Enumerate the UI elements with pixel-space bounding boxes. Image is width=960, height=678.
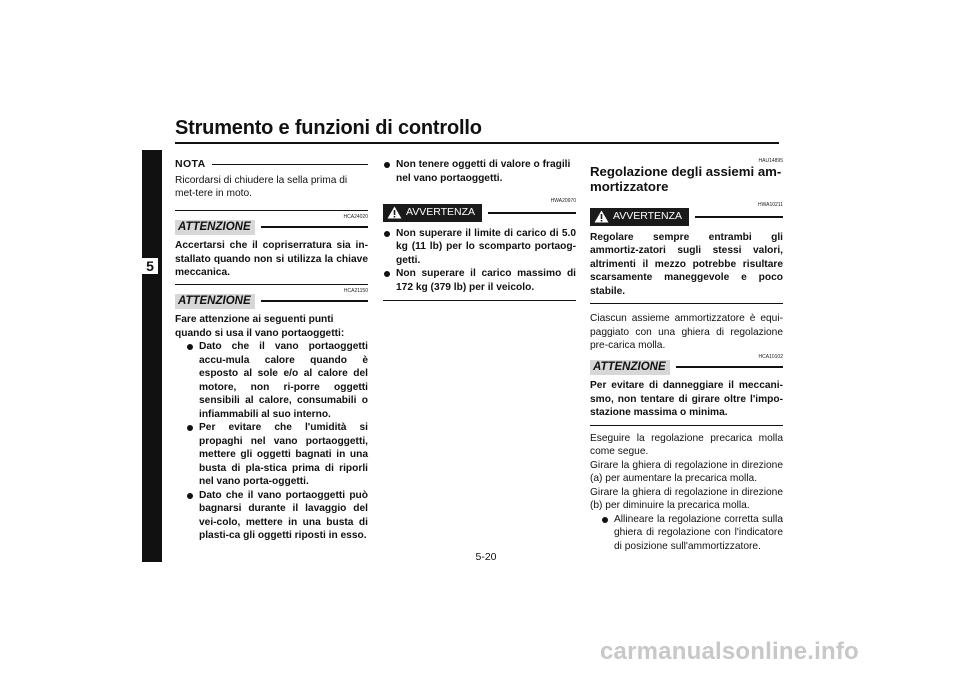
list-item: Dato che il vano portaoggetti può bagnarsi durante il lavaggio del vei-colo, mettere in una busta di plasti-ca gli oggetti riposti in esso. (175, 489, 368, 543)
warning-end-rule (383, 300, 576, 301)
warning-code: HWA20970 (550, 198, 576, 204)
list-item: Per evitare che l'umidità si propaghi nel vano portaoggetti, mettere gli oggetti bagnati in una busta di pla-stica prima di riporli nel vano porta-oggetti. (175, 421, 368, 489)
attention-bullet-list (175, 340, 368, 543)
warning-header (383, 204, 576, 222)
list-item: Allineare la regolazione corretta sulla ghiera di regolazione con l'indicatore di posizione sull'ammortizzatore. (590, 513, 783, 554)
attention-label: ATTENZIONE (175, 220, 255, 236)
page-title: Strumento e funzioni di controllo (175, 117, 482, 139)
list-item: Non superare il limite di carico di 5.0 kg (11 lb) per lo scomparto portaog-getti. (383, 227, 576, 268)
list-item: Non superare il carico massimo di 172 kg (379 lb) per il veicolo. (383, 267, 576, 294)
attention-end-rule (590, 425, 783, 426)
attention-header (175, 220, 368, 236)
attention-label: ATTENZIONE (590, 360, 670, 376)
warning-text: Regolare sempre entrambi gli ammortiz-zatori sugli stessi valori, altrimenti il mezzo potrebbe risultare scarsamente maneggevole e poco stabile. (590, 231, 783, 297)
nota-text: Ricordarsi di chiudere la sella prima di met-tere in moto. (175, 174, 348, 199)
bullet-list (383, 158, 576, 185)
column-3 (590, 158, 783, 553)
nota-header (175, 158, 368, 172)
warning-bullet-list (383, 227, 576, 295)
attention-label: ATTENZIONE (175, 294, 255, 310)
title-rule (175, 142, 779, 144)
body-paragraph: Eseguire la regolazione precarica molla come segue. (590, 432, 783, 457)
chapter-tab (142, 150, 162, 562)
warning-label: AVVERTENZA (406, 206, 476, 218)
body-paragraph: Ciascun assieme ammortizzatore è equi-paggiato con una ghiera di regolazione pre-carica molla. (590, 313, 783, 351)
watermark: carmanualsonline.info (600, 638, 859, 665)
attention-code: HCA24020 (343, 213, 368, 220)
section-title: Regolazione degli assiemi am-mortizzatore (590, 164, 782, 194)
attention-text: Per evitare di danneggiare il meccani-smo, non tentare di girare oltre l'impo-stazione massima o minima. (590, 380, 783, 418)
column-2 (383, 158, 576, 301)
page-number: 5-20 (475, 551, 497, 563)
warning-label-box (383, 204, 482, 222)
chapter-number: 5 (142, 258, 158, 274)
nota-label: NOTA (175, 158, 206, 170)
list-item: Non tenere oggetti di valore o fragili nel vano portaoggetti. (383, 158, 576, 185)
body-paragraph: Girare la ghiera di regolazione in direzione (b) per diminuire la precarica molla. (590, 486, 783, 511)
warning-header (590, 208, 783, 226)
warning-code: HWA10211 (757, 202, 783, 208)
section-code: HAU14895 (758, 158, 783, 164)
body-paragraph: Girare la ghiera di regolazione in direzione (a) per aumentare la precarica molla. (590, 459, 783, 484)
attention-text: Accertarsi che il copriserratura sia in-stallato quando non si utilizza la chiave meccanica. (175, 240, 368, 278)
warning-label-box (590, 208, 689, 226)
warning-triangle-icon (387, 206, 402, 219)
warning-label: AVVERTENZA (613, 210, 683, 222)
nota-end-rule (175, 210, 368, 211)
column-1 (175, 158, 368, 543)
bullet-list (590, 513, 783, 554)
attention-end-rule (175, 284, 368, 285)
attention-code: HCA21150 (343, 287, 368, 294)
warning-end-rule (590, 303, 783, 304)
attention-header (175, 294, 368, 310)
attention-intro: Fare attenzione ai seguenti punti quando si usa il vano portaoggetti: (175, 314, 345, 339)
attention-header (590, 360, 783, 376)
warning-triangle-icon (594, 210, 609, 223)
list-item: Dato che il vano portaoggetti accu-mula calore quando è esposto al sole e/o al calore del motore, non ri-porre oggetti sensibili al calore, consumabili o infiammabili al suo interno. (175, 340, 368, 421)
attention-code: HCA10102 (758, 353, 783, 360)
